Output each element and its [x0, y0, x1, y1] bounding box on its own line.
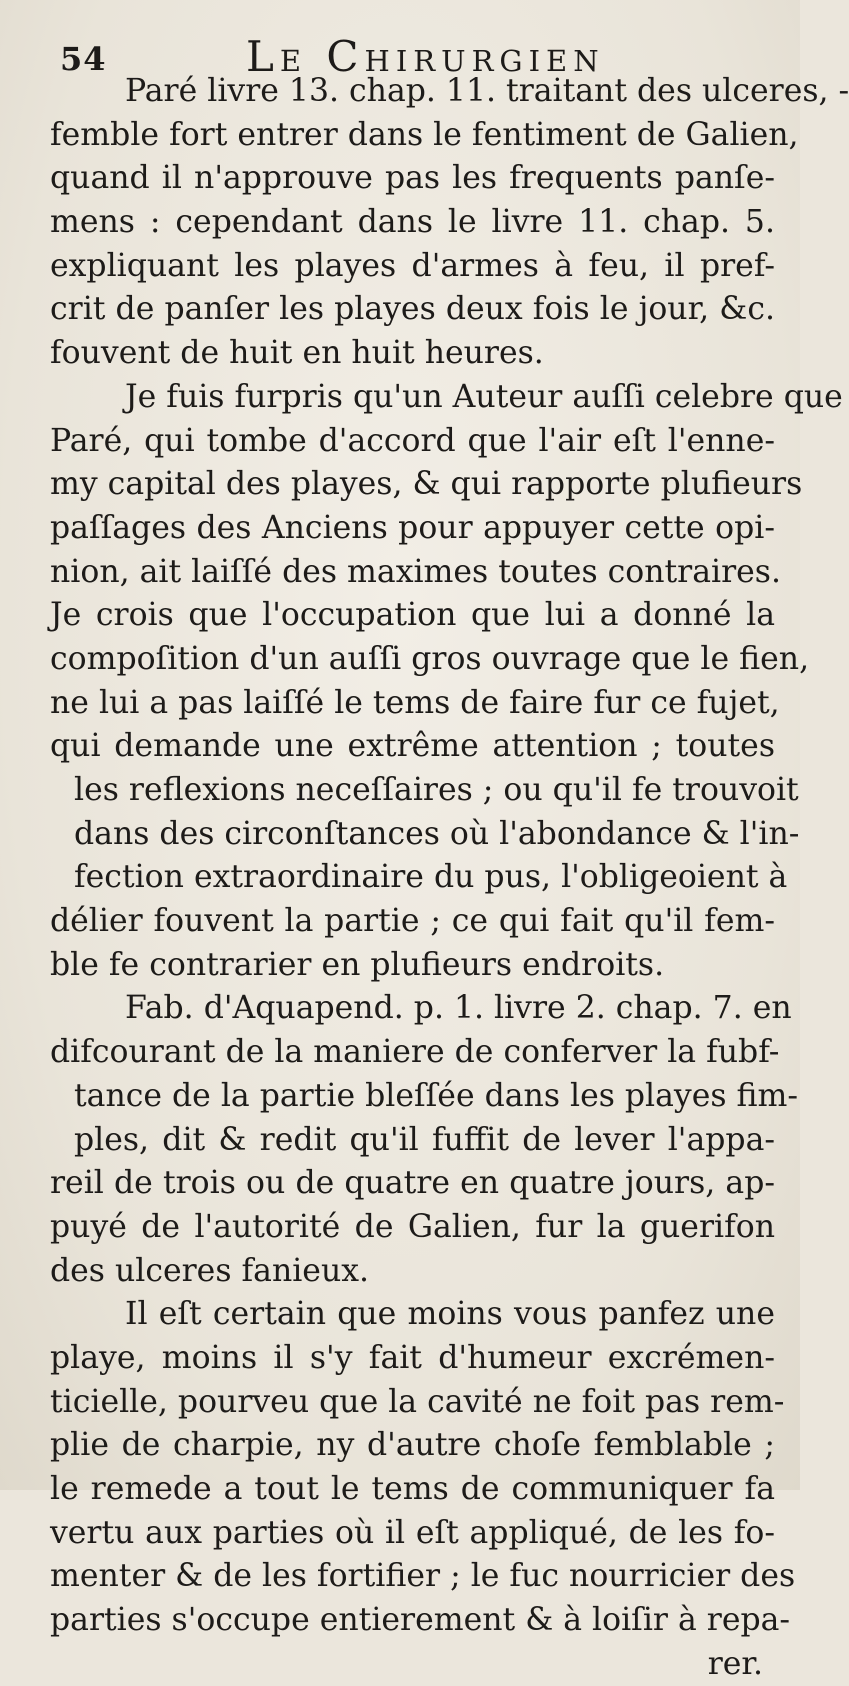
text-line: femble fort entrer dans le fentiment de Galien,: [50, 116, 799, 153]
text-line: menter & de les fortifier ; le fuc nourricier des: [50, 1558, 796, 1595]
text-line: playe, moins il s'y fait d'humeur excrémen-: [50, 1339, 775, 1376]
text-line: les reflexions neceſſaires ; ou qu'il fe trouvoit: [74, 772, 799, 808]
text-line: tance de la partie bleſſée dans les playes fim-: [74, 1077, 799, 1114]
text-line: ble fe contrarier en plufieurs endroits.: [50, 946, 665, 983]
text-line: expliquant les playes d'armes à feu, il pref-: [50, 247, 775, 284]
text-line: Fab. d'Aquapend. p. 1. livre 2. chap. 7. en: [125, 990, 792, 1027]
text-line: quand il n'approuve pas les frequents panſe-: [50, 160, 775, 197]
text-line: mens : cependant dans le livre 11. chap. 5.: [50, 204, 775, 241]
page-header: [60, 18, 760, 81]
text-line: paſſages des Anciens pour appuyer cette opi-: [50, 509, 775, 546]
text-line: Je crois que l'occupation que lui a donné la: [50, 597, 775, 634]
running-title: Le Chirurgien: [246, 32, 605, 81]
text-line: reil de trois ou de quatre en quatre jours, ap-: [50, 1165, 775, 1202]
text-line: Paré, qui tombe d'accord que l'air eſt l'enne-: [50, 422, 775, 459]
text-line: fection extraordinaire du pus, l'obligeoient à: [74, 859, 788, 896]
text-line: Je fuis furpris qu'un Auteur auſſi celebre que: [125, 378, 843, 415]
text-line: des ulceres fanieux.: [50, 1252, 370, 1289]
text-line: ticielle, pourveu que la cavité ne foit pas rem-: [50, 1383, 785, 1420]
text-line: délier fouvent la partie ; ce qui fait qu'il fem-: [50, 903, 775, 940]
page-number: 54: [60, 40, 107, 78]
text-line: Il eſt certain que moins vous panfez une: [125, 1296, 775, 1333]
text-line: fouvent de huit en huit heures.: [50, 335, 544, 372]
text-line: plie de charpie, ny d'autre choſe femblable ;: [50, 1427, 775, 1464]
text-line: nion, ait laiſſé des maximes toutes contraires.: [50, 553, 781, 590]
text-line: dans des circonſtances où l'abondance & l'in-: [74, 815, 800, 852]
catchword: rer.: [707, 1645, 763, 1682]
text-line: puyé de l'autorité de Galien, fur la guerifon: [50, 1208, 775, 1245]
text-line: qui demande une extrême attention ; toutes: [50, 728, 775, 765]
text-line: le remede a tout le tems de communiquer fa: [50, 1471, 775, 1507]
text-line: vertu aux parties où il eſt appliqué, de les fo-: [50, 1514, 775, 1551]
text-line: parties s'occupe entierement & à loiſir à repa-: [50, 1602, 791, 1639]
text-line: ples, dit & redit qu'il fuffit de lever l'appa-: [74, 1121, 775, 1158]
text-line: crit de panſer les playes deux fois le jour, &c.: [50, 291, 775, 328]
text-line: Paré livre 13. chap. 11. traitant des ulceres, -: [125, 73, 849, 109]
text-line: ne lui a pas laiſſé le tems de faire fur ce fujet,: [50, 684, 780, 721]
text-line: difcourant de la maniere de conferver la fubf-: [50, 1034, 780, 1071]
body-text: [50, 70, 849, 1686]
text-line: my capital des playes, & qui rapporte plufieurs: [50, 466, 803, 503]
text-line: compoſition d'un auſſi gros ouvrage que le fien,: [50, 640, 810, 677]
